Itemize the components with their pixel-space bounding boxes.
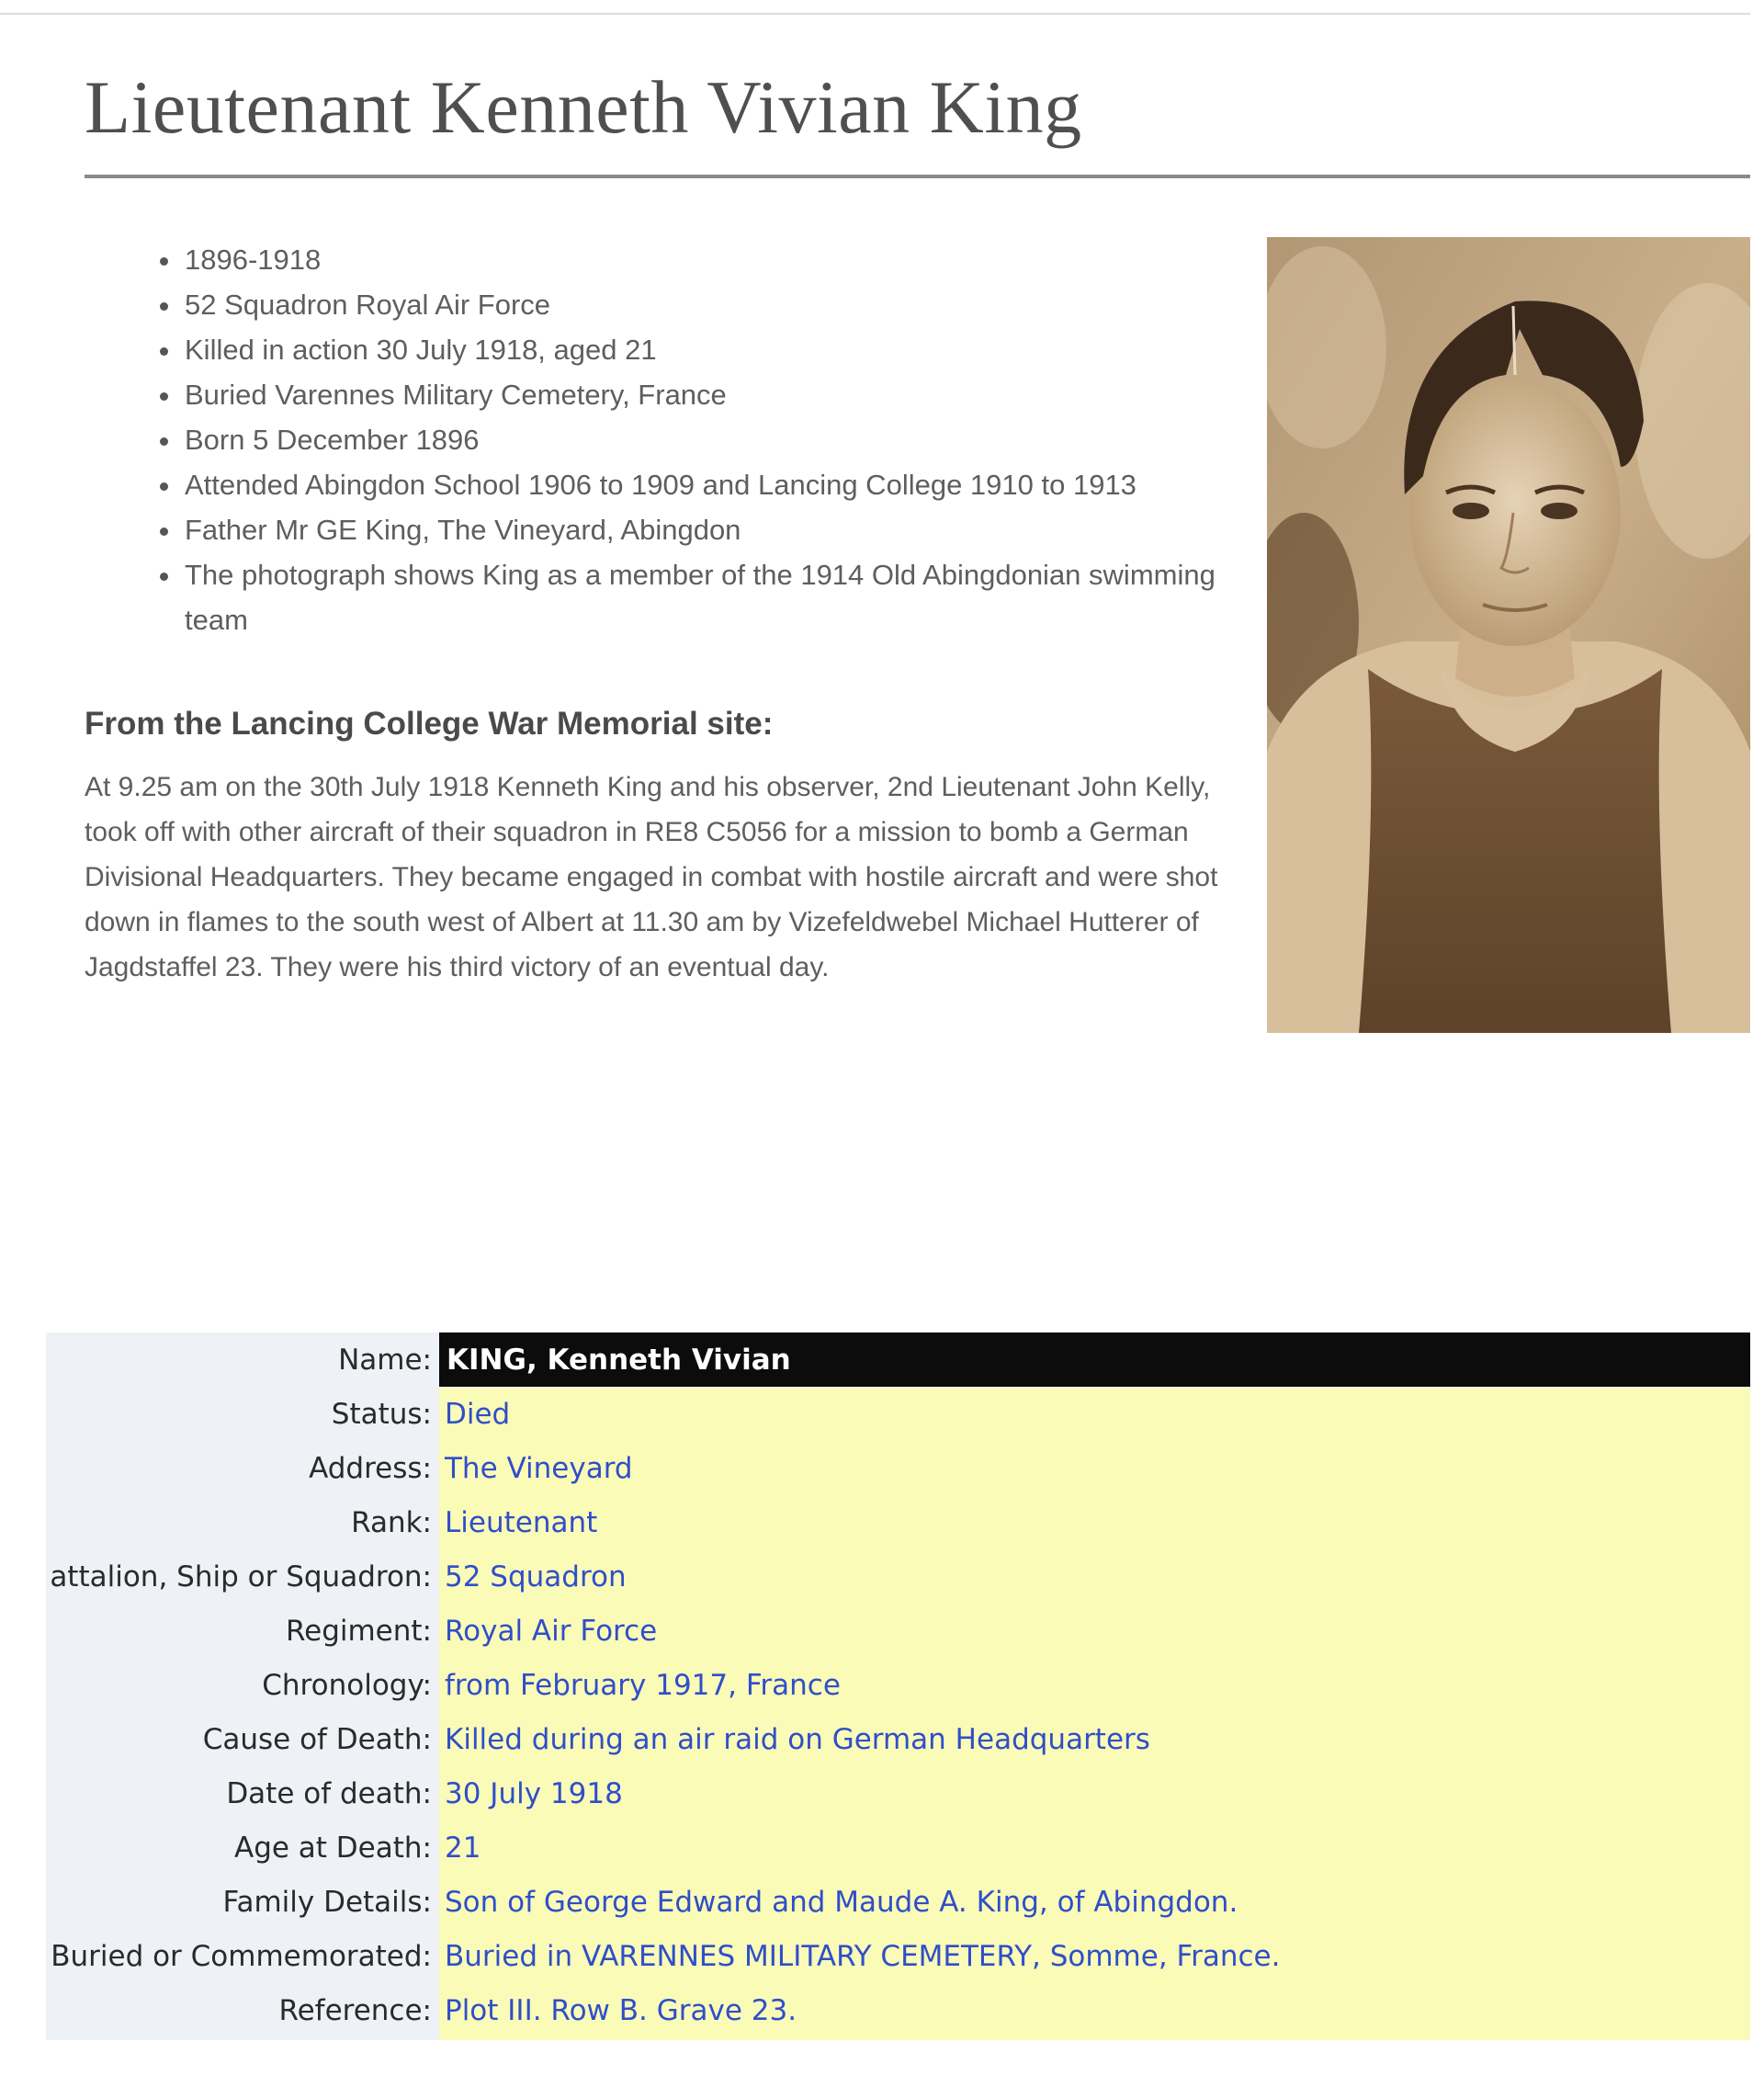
record-value: Buried in VARENNES MILITARY CEMETERY, Somme, France.	[445, 1939, 1281, 1973]
record-label: Cause of Death:	[202, 1722, 432, 1756]
fact-item: • Killed in action 30 July 1918, aged 21	[183, 327, 1230, 372]
record-row	[46, 1549, 1750, 1604]
fact-item: • 1896-1918	[183, 237, 1230, 282]
record-value: 52 Squadron	[445, 1559, 627, 1593]
record-row	[46, 1495, 1750, 1549]
record-label: Name:	[338, 1343, 432, 1377]
record-label: Reference:	[278, 1993, 432, 2027]
record-label: Rank:	[351, 1505, 432, 1539]
record-row	[46, 1441, 1750, 1495]
record-value: Lieutenant	[445, 1505, 598, 1539]
portrait-photo	[1267, 237, 1750, 1033]
record-value: Royal Air Force	[445, 1614, 658, 1648]
record-value: KING, Kenneth Vivian	[439, 1333, 1750, 1387]
fact-item: • Born 5 December 1896	[183, 417, 1230, 462]
record-value: The Vineyard	[445, 1451, 633, 1485]
facts-list	[152, 237, 1230, 642]
memorial-heading: From the Lancing College War Memorial site:	[85, 706, 774, 742]
record-row	[46, 1929, 1750, 1983]
fact-item: • Father Mr GE King, The Vineyard, Abingdon	[183, 507, 1230, 552]
record-value: 30 July 1918	[445, 1776, 623, 1810]
top-divider	[0, 13, 1750, 15]
record-table	[46, 1333, 1750, 2040]
fact-item: • The photograph shows King as a member of the 1914 Old Abingdonian swimming team	[183, 552, 1230, 642]
record-label: Chronology:	[262, 1668, 432, 1702]
record-row	[46, 1658, 1750, 1712]
record-value: from February 1917, France	[445, 1668, 841, 1702]
record-row	[46, 1387, 1750, 1441]
record-label: Regiment:	[285, 1614, 432, 1648]
record-label: Address:	[309, 1451, 432, 1485]
record-label: Family Details:	[222, 1885, 432, 1919]
fact-item: • Buried Varennes Military Cemetery, France	[183, 372, 1230, 417]
record-row-name	[46, 1333, 1750, 1387]
record-label: attalion, Ship or Squadron:	[50, 1559, 432, 1593]
record-row	[46, 1875, 1750, 1929]
record-label: Age at Death:	[233, 1831, 432, 1865]
record-value: 21	[445, 1831, 481, 1865]
title-underline	[85, 175, 1750, 178]
record-label: Status:	[331, 1397, 432, 1431]
memorial-text: At 9.25 am on the 30th July 1918 Kenneth King and his observer, 2nd Lieutenant John Kelly, took off with other aircraft of their squadron in RE8 C5056 for a mission to bomb a German Divisional Headquarters. They became engaged in combat with hostile aircraft and were shot down in flames to the south west of Albert at 11.30 am by Vizefeldwebel Michael Hutterer of Jagdstaffel 23. They were his third victory of an eventual day.	[85, 772, 1218, 982]
record-row	[46, 1604, 1750, 1658]
record-value: Plot III. Row B. Grave 23.	[445, 1993, 797, 2027]
record-value: Killed during an air raid on German Headquarters	[445, 1722, 1150, 1756]
record-row	[46, 1983, 1750, 2037]
record-row	[46, 1712, 1750, 1766]
record-label: Buried or Commemorated:	[51, 1939, 432, 1973]
fact-item: • Attended Abingdon School 1906 to 1909 and Lancing College 1910 to 1913	[183, 462, 1230, 507]
record-row	[46, 1820, 1750, 1875]
fact-item: • 52 Squadron Royal Air Force	[183, 282, 1230, 327]
record-value: Died	[445, 1397, 511, 1431]
record-value: Son of George Edward and Maude A. King, of Abingdon.	[445, 1885, 1238, 1919]
record-row	[46, 1766, 1750, 1820]
record-label: Date of death:	[226, 1776, 432, 1810]
page-title: Lieutenant Kenneth Vivian King	[85, 65, 1082, 149]
